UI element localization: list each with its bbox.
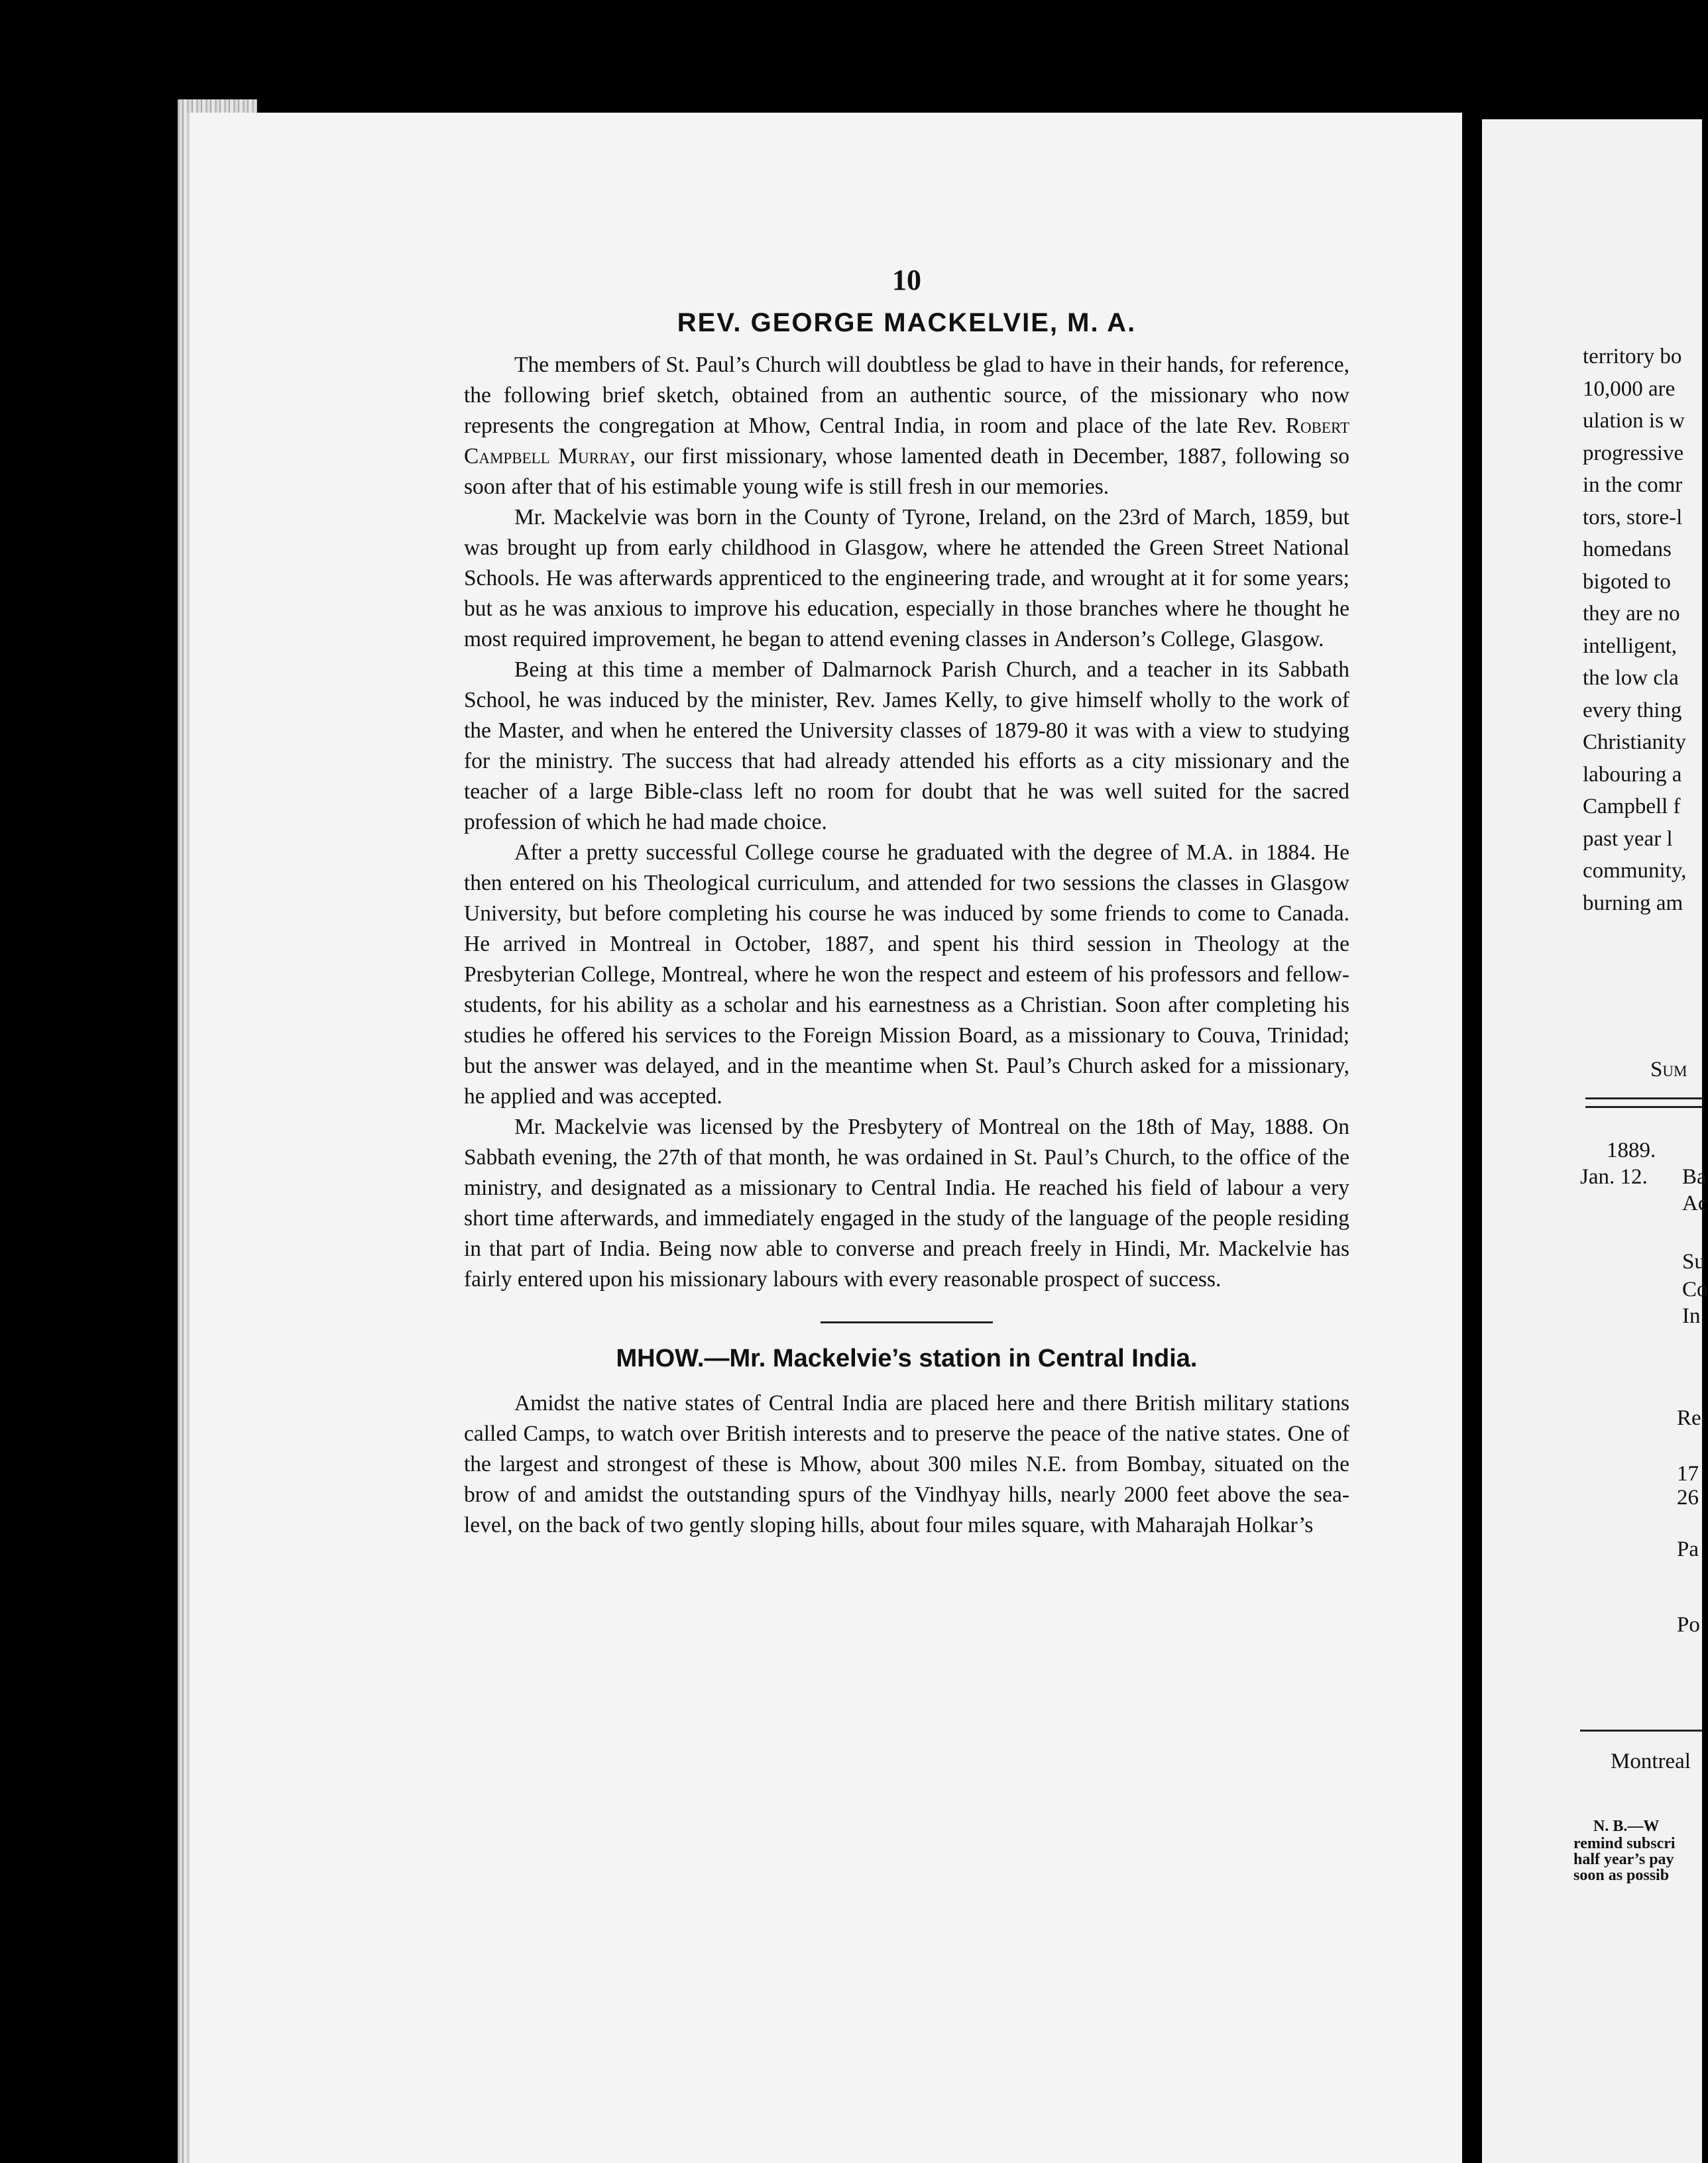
paragraph-1-start: The members of St. Paul’s Church will doubtless be glad to have in their hands, for reference, the following brief sketch, obtained from an authentic source, of the missionary who now represents the congregation at Mhow, Central India, in room and place of the late Rev.	[464, 353, 1349, 438]
right-line: territory bo	[1583, 345, 1682, 368]
right-entry: 17	[1677, 1462, 1699, 1486]
right-note: half year’s pay	[1573, 1851, 1674, 1868]
right-note: N. B.—W	[1593, 1818, 1660, 1835]
right-note: soon as possib	[1573, 1867, 1670, 1884]
paragraph-6: Amidst the native states of Central India are placed here and there British military stations called Camps, to watch over British interests and to preserve the peace of the native states. One of the largest and strongest of these is Mhow, about 300 miles N.E. from Bombay, situated on the brow of and amidst the outstanding spurs of the Vindhyay hills, nearly 2000 feet above the sea-level, on the back of two gently sloping hills, about four miles square, with Maharajah Holkar’s	[464, 1391, 1349, 1537]
right-line: Campbell f	[1583, 795, 1681, 818]
right-line: every thing	[1583, 698, 1682, 722]
right-line: burning am	[1583, 891, 1683, 915]
right-entry: Ba	[1682, 1165, 1707, 1189]
right-entry: Co	[1682, 1278, 1708, 1302]
right-line: bigoted to	[1583, 569, 1671, 594]
right-note: remind subscri	[1573, 1835, 1676, 1852]
right-heading: Sum	[1650, 1058, 1687, 1082]
paragraph-4: After a pretty successful College course he graduated with the degree of M.A. in 1884. He then entered on his Theological curriculum, and attended for two sessions the classes in Glasgow University, but before completing his course he was induced by some friends to come to Canada. He arrived in Montreal in October, 1887, and spent his third session in Theology at the Presbyterian College, Montreal, where he won the respect and esteem of his professors and fellow-students, for his ability as a scholar and his earnestness as a Christian. Soon after completing his studies he offered his services to the Foreign Mission Board, as a missionary to Couva, Trinidad; but the answer was delayed, and in the meantime when St. Paul’s Church asked for a missionary, he applied and was accepted.	[464, 840, 1349, 1109]
right-line: Christianity	[1583, 730, 1686, 754]
right-line: they are no	[1583, 602, 1680, 626]
right-line: intelligent,	[1583, 634, 1678, 658]
right-line: ulation is w	[1583, 409, 1685, 433]
paragraph-3: Being at this time a member of Dalmarnock Parish Church, and a teacher in its Sabbath School, he was induced by the minister, Rev. James Kelly, to give himself wholly to the work of the Master, and when he entered the University classes of 1879-80 it was with a view to studying for the ministry. The success that had already attended his efforts as a city missionary and the teacher of a large Bible-class left no room for doubt that he was well suited for the sacred profession of which he had made choice.	[464, 657, 1349, 834]
article-title: REV. GEORGE MACKELVIE, M. A.	[677, 308, 1137, 337]
right-line: past year l	[1583, 826, 1673, 851]
right-double-rule	[1585, 1097, 1702, 1108]
right-line: in the comr	[1583, 473, 1683, 497]
right-line: homedans	[1583, 537, 1672, 561]
left-page-text	[464, 265, 1349, 1541]
right-date: Jan. 12.	[1580, 1165, 1648, 1189]
section-divider	[821, 1321, 993, 1323]
page-number: 10	[892, 264, 921, 296]
right-page-text	[1583, 341, 1686, 919]
right-entry: Po	[1677, 1613, 1700, 1637]
right-entry: In	[1682, 1304, 1701, 1328]
right-line: tors, store-l	[1583, 505, 1683, 529]
paragraph-1	[464, 350, 1349, 502]
right-line: labouring a	[1583, 762, 1682, 787]
right-line: the low cla	[1583, 666, 1679, 690]
right-line: 10,000 are	[1583, 376, 1676, 401]
right-line: community,	[1583, 859, 1687, 883]
right-entry: Ac	[1682, 1192, 1708, 1215]
section-title: MHOW.—Mr. Mackelvie’s station in Central India.	[616, 1345, 1198, 1372]
right-entry: Su	[1682, 1250, 1705, 1274]
missionary-name: Robert Campbell Murray	[464, 414, 1349, 469]
paragraph-1-end: , our first missionary, whose lamented death in December, 1887, following so soon after that of his estimable young wife is still fresh in our memories.	[464, 444, 1350, 499]
right-entry: Pa	[1677, 1537, 1699, 1561]
right-entry: 26	[1677, 1486, 1699, 1510]
paragraph-2: Mr. Mackelvie was born in the County of Tyrone, Ireland, on the 23rd of March, 1859, but was brought up from early childhood in Glasgow, where he attended the Green Street National Schools. He was afterwards apprenticed to the engineering trade, and wrought at it for some years; but as he was anxious to improve his education, especially in those branches where he thought he most required improvement, he began to attend evening classes in Anderson’s College, Glasgow.	[464, 505, 1349, 651]
right-year: 1889.	[1607, 1138, 1656, 1162]
right-line: progressive	[1583, 441, 1684, 465]
right-entry: Re	[1677, 1406, 1701, 1430]
right-rule	[1580, 1730, 1702, 1732]
right-footer: Montreal	[1611, 1749, 1691, 1773]
paragraph-5: Mr. Mackelvie was licensed by the Presbytery of Montreal on the 18th of May, 1888. On Sabbath evening, the 27th of that month, he was ordained in St. Paul’s Church, to the office of the ministry, and designated as a missionary to Central India. He reached his field of labour a very short time afterwards, and immediately engaged in the study of the language of the people residing in that part of India. Being now able to converse and preach freely in Hindi, Mr. Mackelvie has fairly entered upon his missionary labours with every reasonable prospect of success.	[464, 1115, 1349, 1292]
